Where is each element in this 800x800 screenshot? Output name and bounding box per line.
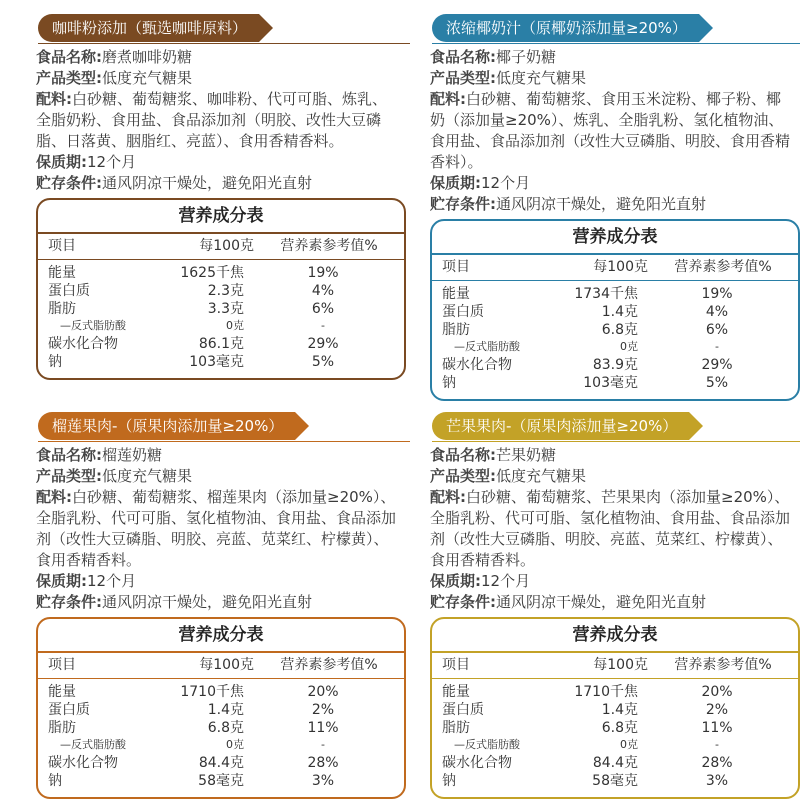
nutrition-table-title: 营养成分表 bbox=[38, 200, 404, 234]
panel-header bbox=[432, 412, 800, 442]
col-item: 项目 bbox=[48, 657, 76, 673]
shelf-life-line bbox=[36, 571, 400, 592]
nutrient-per100: 3.3克 bbox=[207, 301, 244, 317]
ingredients-line bbox=[36, 487, 400, 571]
product-name-line bbox=[36, 445, 400, 466]
nutrition-table bbox=[430, 617, 800, 799]
nutrition-row bbox=[432, 321, 798, 339]
nutrient-nrv: 11% bbox=[307, 720, 339, 736]
nutrient-per100: 84.4克 bbox=[592, 755, 638, 771]
nutrition-table-title: 营养成分表 bbox=[432, 221, 798, 255]
storage: 通风阴凉干燥处，避免阳光直射 bbox=[102, 593, 313, 611]
shelf-key: 保质期: bbox=[430, 572, 481, 590]
nutrition-row bbox=[432, 772, 798, 790]
nutrient-name: 能量 bbox=[48, 265, 76, 281]
ingredients-key: 配料: bbox=[430, 488, 466, 506]
nutrient-name: 钠 bbox=[442, 773, 456, 789]
nutrition-row bbox=[38, 683, 404, 701]
col-per100: 每100克 bbox=[593, 259, 648, 275]
storage-line bbox=[36, 592, 400, 613]
product-info bbox=[430, 47, 800, 215]
storage-line bbox=[430, 592, 794, 613]
nutrient-name: 碳水化合物 bbox=[442, 755, 512, 771]
col-nrv: 营养素参考值% bbox=[674, 657, 772, 673]
nutrient-per100: 1625千焦 bbox=[180, 265, 244, 281]
nutrient-nrv: 2% bbox=[705, 702, 729, 718]
panel-header-label: 咖啡粉添加（甄选咖啡原料） bbox=[38, 14, 259, 42]
nutrient-nrv: 6% bbox=[705, 322, 729, 338]
nutrition-row bbox=[38, 335, 404, 353]
panel-header bbox=[38, 412, 406, 442]
shelf-life-line bbox=[430, 571, 794, 592]
nutrient-nrv: 29% bbox=[701, 357, 733, 373]
nutrition-row bbox=[432, 356, 798, 374]
nutrient-name: 脂肪 bbox=[442, 720, 470, 736]
nutrient-per100: 6.8克 bbox=[601, 322, 638, 338]
nutrient-nrv: 20% bbox=[307, 684, 339, 700]
nutrient-name: 钠 bbox=[48, 354, 62, 370]
nutrition-row bbox=[38, 719, 404, 737]
type-key: 产品类型: bbox=[36, 69, 102, 87]
nutrient-name: 蛋白质 bbox=[48, 283, 90, 299]
panel-header bbox=[432, 14, 800, 44]
nutrition-row bbox=[38, 264, 404, 282]
nutrient-name: 蛋白质 bbox=[48, 702, 90, 718]
nutrient-name: —反式脂肪酸 bbox=[454, 340, 520, 353]
nutrient-nrv: 2% bbox=[311, 702, 335, 718]
nutrient-name: 能量 bbox=[48, 684, 76, 700]
ingredients-line bbox=[430, 487, 794, 571]
nutrition-table bbox=[36, 617, 406, 799]
product-panel-coconut bbox=[430, 14, 800, 401]
ingredients-line bbox=[36, 89, 400, 152]
storage-key: 贮存条件: bbox=[36, 174, 102, 192]
storage: 通风阴凉干燥处，避免阳光直射 bbox=[496, 195, 707, 213]
shelf-life-line bbox=[36, 152, 400, 173]
product-name: 榴莲奶糖 bbox=[102, 446, 163, 464]
ingredients-line bbox=[430, 89, 794, 173]
nutrition-row bbox=[38, 353, 404, 371]
nutrition-table bbox=[430, 219, 800, 401]
nutrition-table-header bbox=[38, 653, 404, 679]
nutrition-table-header bbox=[432, 653, 798, 679]
nutrient-nrv: 28% bbox=[307, 755, 339, 771]
ingredients-key: 配料: bbox=[36, 90, 72, 108]
nutrient-nrv: 5% bbox=[705, 375, 729, 391]
nutrient-nrv: 28% bbox=[701, 755, 733, 771]
nutrition-row bbox=[38, 754, 404, 772]
nutrient-per100: 1734千焦 bbox=[574, 286, 638, 302]
nutrition-row bbox=[432, 719, 798, 737]
product-name-line bbox=[430, 47, 794, 68]
storage: 通风阴凉干燥处，避免阳光直射 bbox=[496, 593, 707, 611]
nutrition-row bbox=[432, 285, 798, 303]
product-name: 椰子奶糖 bbox=[496, 48, 557, 66]
name-key: 食品名称: bbox=[430, 446, 496, 464]
nutrient-name: 碳水化合物 bbox=[48, 336, 118, 352]
product-name-line bbox=[36, 47, 400, 68]
nutrient-nrv: - bbox=[321, 319, 325, 332]
col-per100: 每100克 bbox=[199, 238, 254, 254]
col-per100: 每100克 bbox=[199, 657, 254, 673]
storage-line bbox=[36, 173, 400, 194]
nutrient-nrv: 3% bbox=[705, 773, 729, 789]
nutrition-rows bbox=[38, 683, 404, 790]
nutrient-nrv: 4% bbox=[705, 304, 729, 320]
nutrition-table-header bbox=[432, 255, 798, 281]
nutrient-name: —反式脂肪酸 bbox=[60, 738, 126, 751]
nutrition-table-header bbox=[38, 234, 404, 260]
name-key: 食品名称: bbox=[36, 48, 102, 66]
product-panel-durian bbox=[36, 412, 406, 799]
product-type: 低度充气糖果 bbox=[496, 69, 587, 87]
nutrition-row bbox=[38, 737, 404, 752]
product-type-line bbox=[430, 68, 794, 89]
nutrition-row bbox=[38, 318, 404, 333]
product-info bbox=[36, 47, 406, 194]
storage-key: 贮存条件: bbox=[430, 195, 496, 213]
type-key: 产品类型: bbox=[36, 467, 102, 485]
nutrition-row bbox=[432, 339, 798, 354]
product-type: 低度充气糖果 bbox=[102, 69, 193, 87]
nutrition-row bbox=[38, 282, 404, 300]
product-type-line bbox=[430, 466, 794, 487]
nutrient-nrv: 29% bbox=[307, 336, 339, 352]
storage-key: 贮存条件: bbox=[36, 593, 102, 611]
nutrient-name: 能量 bbox=[442, 684, 470, 700]
nutrition-row bbox=[432, 701, 798, 719]
header-rule bbox=[432, 43, 800, 44]
panel-header-label: 芒果果肉-（原果肉添加量≥20%） bbox=[432, 412, 689, 440]
nutrient-nrv: 3% bbox=[311, 773, 335, 789]
nutrient-name: —反式脂肪酸 bbox=[454, 738, 520, 751]
nutrient-per100: 6.8克 bbox=[601, 720, 638, 736]
nutrient-name: 碳水化合物 bbox=[48, 755, 118, 771]
nutrient-per100: 103毫克 bbox=[189, 354, 244, 370]
product-type-line bbox=[36, 68, 400, 89]
nutrient-per100: 0克 bbox=[226, 738, 244, 751]
nutrient-per100: 83.9克 bbox=[592, 357, 638, 373]
panel-header bbox=[38, 14, 406, 44]
product-info bbox=[430, 445, 800, 613]
nutrition-rows bbox=[432, 285, 798, 392]
ingredients-key: 配料: bbox=[36, 488, 72, 506]
nutrition-table-title: 营养成分表 bbox=[38, 619, 404, 653]
product-panel-coffee bbox=[36, 14, 406, 380]
nutrient-name: 能量 bbox=[442, 286, 470, 302]
nutrient-nrv: 19% bbox=[701, 286, 733, 302]
shelf-life: 12个月 bbox=[87, 572, 137, 590]
ingredients: 白砂糖、葡萄糖浆、咖啡粉、代可可脂、炼乳、全脂奶粉、食用盐、食品添加剂（明胶、改性大豆磷脂、日落黄、胭脂红、亮蓝）、食用香精香料。 bbox=[36, 90, 388, 150]
nutrition-row bbox=[38, 701, 404, 719]
panel-header-label: 浓缩椰奶汁（原椰奶添加量≥20%） bbox=[432, 14, 699, 42]
product-type: 低度充气糖果 bbox=[102, 467, 193, 485]
col-item: 项目 bbox=[442, 259, 470, 275]
storage-key: 贮存条件: bbox=[430, 593, 496, 611]
shelf-life: 12个月 bbox=[87, 153, 137, 171]
nutrition-rows bbox=[432, 683, 798, 790]
col-nrv: 营养素参考值% bbox=[280, 238, 378, 254]
nutrient-nrv: - bbox=[715, 340, 719, 353]
shelf-life-line bbox=[430, 173, 794, 194]
nutrition-row bbox=[432, 754, 798, 772]
name-key: 食品名称: bbox=[36, 446, 102, 464]
name-key: 食品名称: bbox=[430, 48, 496, 66]
product-name-line bbox=[430, 445, 794, 466]
storage: 通风阴凉干燥处，避免阳光直射 bbox=[102, 174, 313, 192]
nutrient-per100: 58毫克 bbox=[198, 773, 244, 789]
nutrition-table-title: 营养成分表 bbox=[432, 619, 798, 653]
nutrient-per100: 1.4克 bbox=[601, 304, 638, 320]
nutrient-nrv: 6% bbox=[311, 301, 335, 317]
ingredients: 白砂糖、葡萄糖浆、芒果果肉（添加量≥20%）、全脂乳粉、代可可脂、氢化植物油、食用盐、食品添加剂（改性大豆磷脂、明胶、亮蓝、苋菜红、柠檬黄）、食用香精香料。 bbox=[430, 488, 791, 569]
nutrition-table bbox=[36, 198, 406, 380]
product-name: 芒果奶糖 bbox=[496, 446, 557, 464]
nutrient-per100: 1710千焦 bbox=[180, 684, 244, 700]
shelf-key: 保质期: bbox=[36, 572, 87, 590]
ingredients: 白砂糖、葡萄糖浆、食用玉米淀粉、椰子粉、椰奶（添加量≥20%）、炼乳、全脂乳粉、氢化植物油、食用盐、食品添加剂（改性大豆磷脂、明胶、食用香精香料）。 bbox=[430, 90, 791, 171]
nutrient-name: 钠 bbox=[48, 773, 62, 789]
col-item: 项目 bbox=[442, 657, 470, 673]
product-name: 磨煮咖啡奶糖 bbox=[102, 48, 193, 66]
product-type-line bbox=[36, 466, 400, 487]
nutrition-row bbox=[432, 374, 798, 392]
product-panel-mango bbox=[430, 412, 800, 799]
col-nrv: 营养素参考值% bbox=[674, 259, 772, 275]
nutrient-name: —反式脂肪酸 bbox=[60, 319, 126, 332]
header-rule bbox=[432, 441, 800, 442]
nutrient-name: 脂肪 bbox=[48, 301, 76, 317]
product-type: 低度充气糖果 bbox=[496, 467, 587, 485]
nutrient-nrv: 5% bbox=[311, 354, 335, 370]
header-rule bbox=[38, 441, 410, 442]
shelf-life: 12个月 bbox=[481, 572, 531, 590]
nutrient-nrv: 11% bbox=[701, 720, 733, 736]
ingredients-key: 配料: bbox=[430, 90, 466, 108]
nutrition-row bbox=[432, 303, 798, 321]
shelf-life: 12个月 bbox=[481, 174, 531, 192]
nutrient-name: 碳水化合物 bbox=[442, 357, 512, 373]
ingredients: 白砂糖、葡萄糖浆、榴莲果肉（添加量≥20%）、全脂乳粉、代可可脂、氢化植物油、食用盐、食品添加剂（改性大豆磷脂、明胶、亮蓝、苋菜红、柠檬黄）、食用香精香料。 bbox=[36, 488, 397, 569]
nutrient-per100: 2.3克 bbox=[207, 283, 244, 299]
col-item: 项目 bbox=[48, 238, 76, 254]
nutrient-per100: 1710千焦 bbox=[574, 684, 638, 700]
type-key: 产品类型: bbox=[430, 69, 496, 87]
nutrient-nrv: - bbox=[321, 738, 325, 751]
storage-line bbox=[430, 194, 794, 215]
nutrient-per100: 86.1克 bbox=[198, 336, 244, 352]
nutrition-rows bbox=[38, 264, 404, 371]
nutrient-nrv: 20% bbox=[701, 684, 733, 700]
nutrient-nrv: - bbox=[715, 738, 719, 751]
product-info bbox=[36, 445, 406, 613]
nutrient-per100: 1.4克 bbox=[207, 702, 244, 718]
nutrient-name: 蛋白质 bbox=[442, 702, 484, 718]
col-per100: 每100克 bbox=[593, 657, 648, 673]
nutrient-per100: 0克 bbox=[620, 340, 638, 353]
nutrient-per100: 103毫克 bbox=[583, 375, 638, 391]
nutrient-nrv: 19% bbox=[307, 265, 339, 281]
nutrient-per100: 0克 bbox=[620, 738, 638, 751]
nutrient-per100: 58毫克 bbox=[592, 773, 638, 789]
nutrient-name: 脂肪 bbox=[48, 720, 76, 736]
nutrition-row bbox=[38, 300, 404, 318]
nutrient-name: 钠 bbox=[442, 375, 456, 391]
col-nrv: 营养素参考值% bbox=[280, 657, 378, 673]
nutrition-row bbox=[432, 683, 798, 701]
shelf-key: 保质期: bbox=[430, 174, 481, 192]
nutrient-per100: 0克 bbox=[226, 319, 244, 332]
header-rule bbox=[38, 43, 410, 44]
nutrient-nrv: 4% bbox=[311, 283, 335, 299]
nutrient-name: 脂肪 bbox=[442, 322, 470, 338]
shelf-key: 保质期: bbox=[36, 153, 87, 171]
nutrient-per100: 84.4克 bbox=[198, 755, 244, 771]
nutrition-row bbox=[38, 772, 404, 790]
type-key: 产品类型: bbox=[430, 467, 496, 485]
nutrient-per100: 6.8克 bbox=[207, 720, 244, 736]
panel-header-label: 榴莲果肉-（原果肉添加量≥20%） bbox=[38, 412, 295, 440]
nutrient-name: 蛋白质 bbox=[442, 304, 484, 320]
nutrition-row bbox=[432, 737, 798, 752]
nutrient-per100: 1.4克 bbox=[601, 702, 638, 718]
